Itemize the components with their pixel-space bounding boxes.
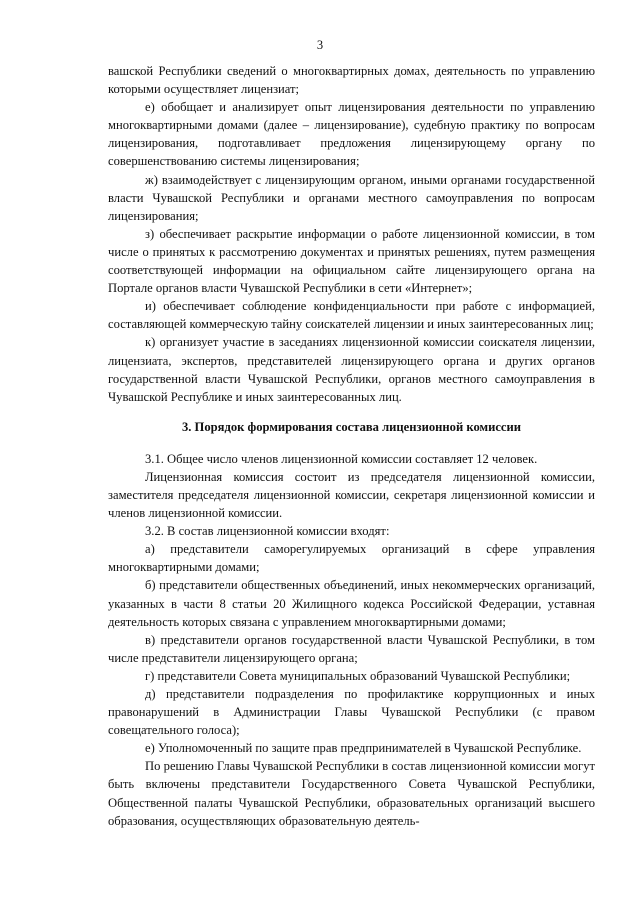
page-number: 3 <box>316 38 324 52</box>
paragraph-continuation: вашской Республики сведений о многоквартирных домах, деятельность по управлению которыми осуществляет лицензиат; <box>108 64 595 97</box>
paragraph-item-e: е) обобщает и анализирует опыт лицензирования деятельности по управлению многоквартирными домами (далее – лицензирование), судебную практику по вопросам лицензирования, подготавливает предложения лицензирующему органу по совершенствованию системы лицензирования; <box>108 100 595 169</box>
paragraph-3-2: 3.2. В состав лицензионной комиссии входят: <box>145 524 390 539</box>
list-item-a: а) представители саморегулируемых организаций в сфере управления многоквартирными домами; <box>108 542 595 575</box>
list-item-d: д) представители подразделения по профилактике коррупционных и иных правонарушений в Администрации Главы Чувашской Республики (с правом совещательного голоса); <box>108 687 595 738</box>
paragraph-item-zh: ж) взаимодействует с лицензирующим органом, иными органами государственной власти Чувашской Республики и органами местного самоуправления по вопросам лицензирования; <box>108 172 595 223</box>
list-item-g: г) представители Совета муниципальных образований Чувашской Республики; <box>145 668 571 683</box>
paragraph-commission-structure: Лицензионная комиссия состоит из председателя лицензионной комиссии, заместителя председателя лицензионной комиссии, секретаря лицензионной комиссии и членов лицензионной комиссии. <box>108 469 595 521</box>
list-item-b: б) представители общественных объединений, иных некоммерческих организаций, указанных в части 8 статьи 20 Жилищного кодекса Российской Федерации, уставная деятельность которых связана с управлением многоквартирными домами; <box>108 578 595 629</box>
paragraph-3-1: 3.1. Общее число членов лицензионной комиссии составляет 12 человек. <box>145 451 538 466</box>
paragraph-item-k: к) организует участие в заседаниях лицензионной комиссии соискателя лицензии, лицензиата, экспертов, представителей лицензирующего органа и других органов государственной власти Чувашской Республики, органов местного самоуправления в Чувашской Республике и иных заинтересованных лиц. <box>108 335 595 404</box>
paragraph-head-decision: По решению Главы Чувашской Республики в состав лицензионной комиссии могут быть включены представители Государственного Совета Чувашской Республики, Общественной палаты Чувашской Республики, образовательных организаций высшего образования, осуществляющих образовательную деятель- <box>108 759 595 828</box>
document-body <box>108 62 595 830</box>
section-heading: 3. Порядок формирования состава лицензионной комиссии <box>181 419 522 434</box>
list-item-e: е) Уполномоченный по защите прав предпринимателей в Чувашской Республике. <box>145 741 582 756</box>
paragraph-item-i: и) обеспечивает соблюдение конфиденциальности при работе с информацией, составляющей коммерческую тайну соискателей лицензии и иных заинтересованных лиц; <box>108 299 595 332</box>
paragraph-item-z: з) обеспечивает раскрытие информации о работе лицензионной комиссии, в том числе о принятых к рассмотрению документах и принятых решениях, путем размещения соответствующей информации на официальном сайте лицензирующего органа на Портале органов власти Чувашской Республики в сети «Интернет»; <box>108 226 595 296</box>
list-item-v: в) представители органов государственной власти Чувашской Республики, в том числе представители лицензирующего органа; <box>108 632 595 665</box>
